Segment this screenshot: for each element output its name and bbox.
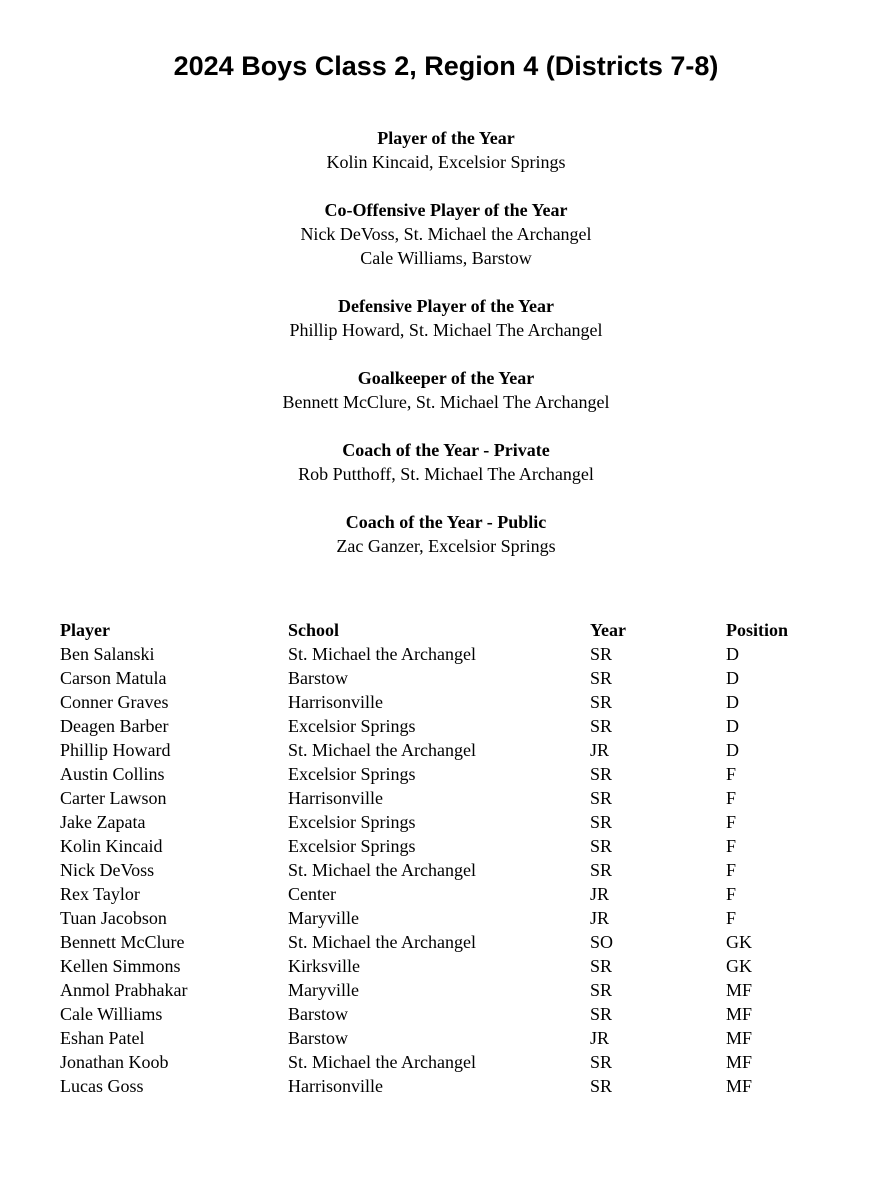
cell-position: MF bbox=[726, 1076, 753, 1096]
cell-school: St. Michael the Archangel bbox=[288, 860, 476, 880]
award-winner: Rob Putthoff, St. Michael The Archangel bbox=[298, 464, 594, 484]
table-row bbox=[60, 834, 846, 858]
table-row bbox=[60, 906, 846, 930]
roster-table bbox=[60, 618, 846, 1098]
cell-player: Cale Williams bbox=[60, 1004, 163, 1024]
cell-player: Deagen Barber bbox=[60, 716, 169, 736]
cell-school: St. Michael the Archangel bbox=[288, 1052, 476, 1072]
cell-year: SR bbox=[590, 980, 613, 1000]
award-player-of-the-year bbox=[0, 126, 892, 198]
cell-year: SR bbox=[590, 764, 613, 784]
cell-position: D bbox=[726, 692, 739, 712]
award-title: Player of the Year bbox=[377, 128, 515, 148]
cell-player: Carson Matula bbox=[60, 668, 167, 688]
award-title: Defensive Player of the Year bbox=[338, 296, 554, 316]
cell-position: D bbox=[726, 716, 739, 736]
cell-position: F bbox=[726, 812, 737, 832]
award-title: Coach of the Year - Private bbox=[342, 440, 550, 460]
cell-year: SR bbox=[590, 692, 613, 712]
cell-player: Anmol Prabhakar bbox=[60, 980, 188, 1000]
cell-year: SR bbox=[590, 836, 613, 856]
header-player: Player bbox=[60, 620, 110, 640]
award-coach-of-the-year-public bbox=[0, 510, 892, 582]
cell-school: Kirksville bbox=[288, 956, 360, 976]
cell-year: SR bbox=[590, 1052, 613, 1072]
cell-school: Excelsior Springs bbox=[288, 716, 416, 736]
cell-school: Harrisonville bbox=[288, 692, 383, 712]
cell-school: Barstow bbox=[288, 1028, 348, 1048]
cell-year: JR bbox=[590, 884, 610, 904]
cell-position: MF bbox=[726, 1004, 753, 1024]
cell-position: D bbox=[726, 644, 739, 664]
cell-position: GK bbox=[726, 956, 752, 976]
table-row bbox=[60, 666, 846, 690]
cell-school: Excelsior Springs bbox=[288, 764, 416, 784]
award-winner: Bennett McClure, St. Michael The Archangel bbox=[282, 392, 610, 412]
cell-school: Center bbox=[288, 884, 336, 904]
cell-player: Conner Graves bbox=[60, 692, 169, 712]
cell-school: St. Michael the Archangel bbox=[288, 740, 476, 760]
award-winner: Phillip Howard, St. Michael The Archangel bbox=[289, 320, 603, 340]
cell-player: Eshan Patel bbox=[60, 1028, 145, 1048]
awards-section bbox=[0, 126, 892, 582]
cell-position: F bbox=[726, 764, 737, 784]
cell-school: Maryville bbox=[288, 908, 359, 928]
award-title: Coach of the Year - Public bbox=[345, 512, 547, 532]
cell-school: Barstow bbox=[288, 668, 348, 688]
cell-player: Ben Salanski bbox=[60, 644, 155, 664]
cell-school: Excelsior Springs bbox=[288, 836, 416, 856]
cell-player: Carter Lawson bbox=[60, 788, 167, 808]
cell-year: SR bbox=[590, 788, 613, 808]
header-school: School bbox=[288, 620, 340, 640]
award-winner: Cale Williams, Barstow bbox=[360, 248, 532, 268]
cell-school: Barstow bbox=[288, 1004, 348, 1024]
page-title: 2024 Boys Class 2, Region 4 (Districts 7-8) bbox=[173, 51, 719, 81]
cell-year: SR bbox=[590, 1004, 613, 1024]
cell-player: Rex Taylor bbox=[60, 884, 140, 904]
cell-player: Lucas Goss bbox=[60, 1076, 144, 1096]
cell-player: Austin Collins bbox=[60, 764, 165, 784]
award-defensive-player-of-the-year bbox=[0, 294, 892, 366]
table-row bbox=[60, 954, 846, 978]
award-goalkeeper-of-the-year bbox=[0, 366, 892, 438]
table-row bbox=[60, 1050, 846, 1074]
table-row bbox=[60, 858, 846, 882]
cell-year: SR bbox=[590, 812, 613, 832]
cell-position: MF bbox=[726, 980, 753, 1000]
cell-position: MF bbox=[726, 1052, 753, 1072]
table-row bbox=[60, 1026, 846, 1050]
cell-year: SO bbox=[590, 932, 614, 952]
cell-position: D bbox=[726, 668, 739, 688]
cell-position: GK bbox=[726, 932, 752, 952]
cell-year: SR bbox=[590, 716, 613, 736]
award-title: Goalkeeper of the Year bbox=[357, 368, 535, 388]
award-title: Co-Offensive Player of the Year bbox=[324, 200, 568, 220]
cell-player: Phillip Howard bbox=[60, 740, 171, 760]
cell-player: Jonathan Koob bbox=[60, 1052, 169, 1072]
table-row bbox=[60, 714, 846, 738]
award-winner: Zac Ganzer, Excelsior Springs bbox=[336, 536, 556, 556]
cell-player: Tuan Jacobson bbox=[60, 908, 167, 928]
cell-year: SR bbox=[590, 956, 613, 976]
award-winner: Kolin Kincaid, Excelsior Springs bbox=[326, 152, 566, 172]
table-row bbox=[60, 1074, 846, 1098]
table-row bbox=[60, 1002, 846, 1026]
cell-year: SR bbox=[590, 1076, 613, 1096]
cell-position: F bbox=[726, 788, 737, 808]
cell-school: Harrisonville bbox=[288, 1076, 383, 1096]
cell-position: F bbox=[726, 884, 737, 904]
cell-year: JR bbox=[590, 1028, 610, 1048]
cell-year: JR bbox=[590, 740, 610, 760]
table-row bbox=[60, 810, 846, 834]
table-row bbox=[60, 786, 846, 810]
cell-year: SR bbox=[590, 860, 613, 880]
table-row bbox=[60, 882, 846, 906]
table-row bbox=[60, 762, 846, 786]
cell-position: F bbox=[726, 908, 737, 928]
cell-position: MF bbox=[726, 1028, 753, 1048]
cell-player: Kellen Simmons bbox=[60, 956, 181, 976]
table-row bbox=[60, 930, 846, 954]
award-co-offensive-player-of-the-year bbox=[0, 198, 892, 294]
cell-player: Kolin Kincaid bbox=[60, 836, 163, 856]
cell-school: Excelsior Springs bbox=[288, 812, 416, 832]
cell-school: Harrisonville bbox=[288, 788, 383, 808]
table-row bbox=[60, 690, 846, 714]
cell-position: F bbox=[726, 860, 737, 880]
cell-school: St. Michael the Archangel bbox=[288, 932, 476, 952]
cell-year: JR bbox=[590, 908, 610, 928]
cell-position: D bbox=[726, 740, 739, 760]
award-winner: Nick DeVoss, St. Michael the Archangel bbox=[300, 224, 592, 244]
cell-year: SR bbox=[590, 668, 613, 688]
table-row bbox=[60, 642, 846, 666]
cell-position: F bbox=[726, 836, 737, 856]
cell-year: SR bbox=[590, 644, 613, 664]
header-position: Position bbox=[726, 620, 789, 640]
table-row bbox=[60, 978, 846, 1002]
cell-player: Nick DeVoss bbox=[60, 860, 155, 880]
cell-school: Maryville bbox=[288, 980, 359, 1000]
header-year: Year bbox=[590, 620, 626, 640]
cell-school: St. Michael the Archangel bbox=[288, 644, 476, 664]
cell-player: Bennett McClure bbox=[60, 932, 185, 952]
table-header-row bbox=[60, 618, 846, 642]
award-coach-of-the-year-private bbox=[0, 438, 892, 510]
cell-player: Jake Zapata bbox=[60, 812, 146, 832]
table-row bbox=[60, 738, 846, 762]
